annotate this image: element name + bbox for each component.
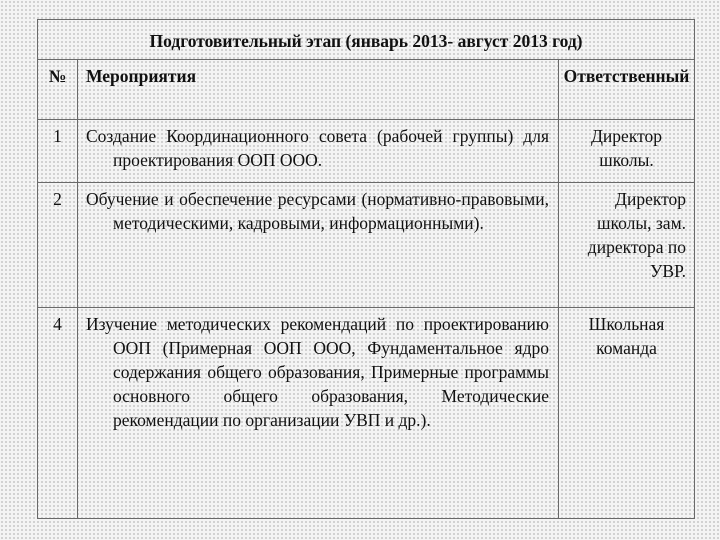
- row-responsible: Школьная команда: [559, 308, 695, 519]
- table-title: Подготовительный этап (январь 2013- август 2013 год): [38, 20, 695, 60]
- plan-table: [37, 19, 695, 519]
- row-number: 2: [38, 183, 78, 308]
- row-activity: [78, 120, 559, 183]
- row-responsible: Директор школы, зам. директора по УВР.: [559, 183, 695, 308]
- row-responsible: Директор школы.: [559, 120, 695, 183]
- header-responsible: Ответственный: [559, 60, 695, 120]
- header-activities: Мероприятия: [78, 60, 559, 120]
- row-number: 4: [38, 308, 78, 519]
- row-activity: [78, 308, 559, 519]
- activity-text: Создание Координационного совета (рабочей группы) для проектирования ООП ООО.: [86, 126, 549, 170]
- activity-text: Обучение и обеспечение ресурсами (нормативно-правовыми, методическими, кадровыми, информационными).: [86, 189, 549, 233]
- table-row: [38, 183, 695, 308]
- table-row: [38, 120, 695, 183]
- activity-text: Изучение методических рекомендаций по проектированию ООП (Примерная ООП ООО, Фундаментальное ядро содержания общего образования, Примерные программы основного общего образования, Методические рекомендации по организации УВП и др.).: [86, 314, 549, 430]
- header-number: №: [38, 60, 78, 120]
- row-number: 1: [38, 120, 78, 183]
- row-activity: [78, 183, 559, 308]
- table-row: [38, 308, 695, 519]
